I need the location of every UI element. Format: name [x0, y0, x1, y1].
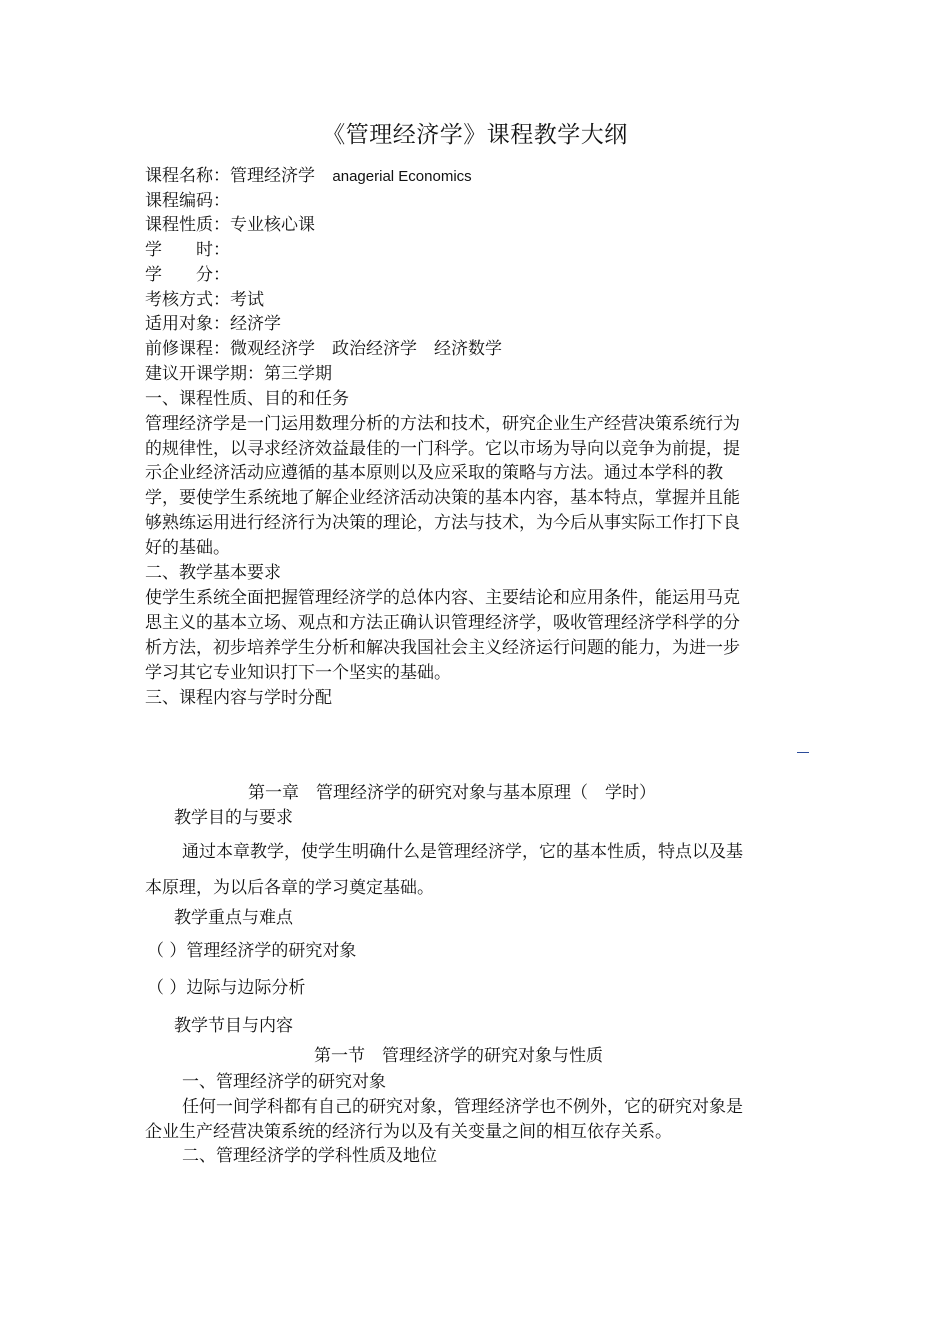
section-title: 第一节 管理经济学的研究对象与性质	[314, 1046, 603, 1066]
section1-line: 好的基础。	[145, 538, 230, 558]
section1-heading: 一、课程性质、目的和任务	[145, 389, 349, 409]
suggested-semester: 建议开课学期：第三学期	[145, 364, 332, 384]
key-points-heading: 教学重点与难点	[174, 908, 293, 928]
key-point-item: （ ）管理经济学的研究对象	[147, 941, 357, 961]
prerequisite-courses: 前修课程：微观经济学 政治经济学 经济数学	[145, 339, 502, 359]
chapter-title: 第一章 管理经济学的研究对象与基本原理（ 学时）	[248, 783, 656, 803]
target-audience: 适用对象：经济学	[145, 314, 281, 334]
section3-heading: 三、课程内容与学时分配	[145, 688, 332, 708]
course-code: 课程编码：	[145, 191, 230, 211]
document-title: 《管理经济学》课程教学大纲	[322, 122, 628, 148]
section1-line: 的规律性，以寻求经济效益最佳的一门科学。它以市场为导向以竞争为前提，提	[145, 439, 740, 459]
subsection-heading: 二、管理经济学的学科性质及地位	[182, 1146, 437, 1166]
section1-line: 示企业经济活动应遵循的基本原则以及应采取的策略与方法。通过本学科的教	[145, 463, 723, 483]
section2-line: 使学生系统全面把握管理经济学的总体内容、主要结论和应用条件，能运用马克	[145, 588, 740, 608]
course-hours: 学 时：	[145, 240, 230, 260]
section2-heading: 二、教学基本要求	[145, 563, 281, 583]
section1-line: 学，要使学生系统地了解企业经济活动决策的基本内容，基本特点，掌握并且能	[145, 488, 740, 508]
goal-text-line: 本原理，为以后各章的学习奠定基础。	[145, 878, 434, 898]
page-break-mark	[797, 752, 809, 753]
subsection-heading: 一、管理经济学的研究对象	[182, 1072, 386, 1092]
goal-text-line: 通过本章教学，使学生明确什么是管理经济学，它的基本性质，特点以及基	[182, 842, 743, 862]
course-name-label: 课程名称：管理经济学	[145, 166, 315, 186]
goal-heading: 教学目的与要求	[174, 808, 293, 828]
section2-line: 学习其它专业知识打下一个坚实的基础。	[145, 663, 451, 683]
course-credits: 学 分：	[145, 265, 230, 285]
subsection-text-line: 企业生产经营决策系统的经济行为以及有关变量之间的相互依存关系。	[145, 1122, 672, 1142]
section2-line: 析方法，初步培养学生分析和解决我国社会主义经济运行问题的能力，为进一步	[145, 638, 740, 658]
section2-line: 思主义的基本立场、观点和方法正确认识管理经济学，吸收管理经济学科学的分	[145, 613, 740, 633]
course-name-english: anagerial Economics	[332, 168, 472, 185]
course-name	[145, 164, 815, 190]
section1-line: 管理经济学是一门运用数理分析的方法和技术，研究企业生产经营决策系统行为	[145, 414, 740, 434]
section1-line: 够熟练运用进行经济行为决策的理论，方法与技术，为今后从事实际工作打下良	[145, 513, 740, 533]
assessment-method: 考核方式：考试	[145, 290, 264, 310]
key-point-item: （ ）边际与边际分析	[147, 978, 306, 998]
content-heading: 教学节目与内容	[174, 1016, 293, 1036]
course-nature: 课程性质：专业核心课	[145, 215, 315, 235]
subsection-text-line: 任何一间学科都有自己的研究对象，管理经济学也不例外，它的研究对象是	[182, 1097, 743, 1117]
